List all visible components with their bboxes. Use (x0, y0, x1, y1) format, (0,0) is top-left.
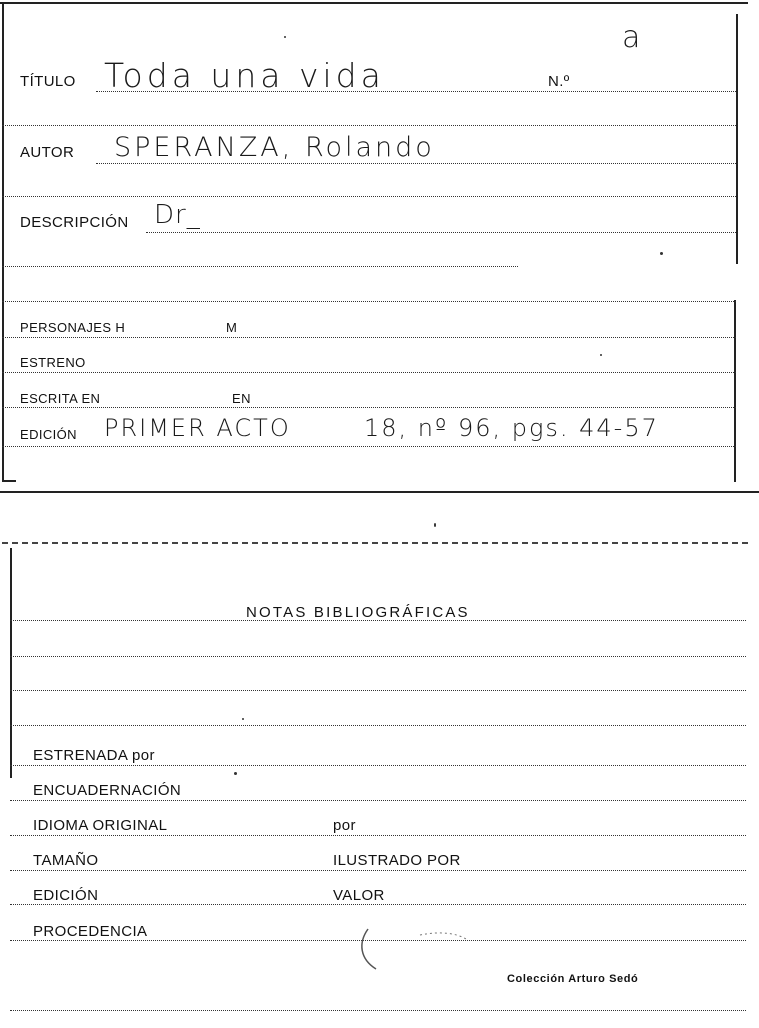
por-label: por (333, 817, 356, 834)
encuadernacion-label: ENCUADERNACIÓN (33, 782, 182, 799)
personajes-label: PERSONAJES H (20, 320, 126, 335)
speck (434, 523, 436, 527)
autor-value: SPERANZA, Rolando (114, 132, 435, 163)
escrita-line (2, 407, 736, 408)
catalog-card-front (0, 0, 759, 495)
titulo-value: Toda una vida (104, 56, 385, 95)
notas-bibliograficas-title: NOTAS BIBLIOGRÁFICAS (246, 604, 470, 621)
edicion-label: EDICIÓN (20, 427, 77, 442)
card-bottom-corner (2, 480, 16, 482)
tamano-label: TAMAÑO (33, 852, 99, 869)
edicion-back-label: EDICIÓN (33, 887, 99, 904)
catalog-card-back (0, 540, 759, 1028)
idioma-line (10, 835, 746, 836)
blank-line-3 (2, 266, 518, 267)
speck (234, 772, 237, 775)
blank-line-4 (2, 301, 736, 302)
edicion-line (2, 446, 736, 447)
descripcion-value: Dr_ (154, 200, 201, 230)
valor-label: VALOR (333, 887, 385, 904)
stamp-mark (350, 925, 470, 975)
edicion-value-2: 18, nº 96, pgs. 44-57 (364, 414, 659, 442)
escrita-label: ESCRITA EN (20, 391, 101, 406)
titulo-label: TÍTULO (20, 73, 76, 90)
numero-label: N.º (548, 73, 570, 90)
edicion-back-line (10, 904, 746, 905)
ilustrado-label: ILUSTRADO POR (333, 852, 461, 869)
corner-mark: a (622, 20, 641, 55)
notes-line-4 (10, 725, 746, 726)
notes-line-3 (10, 690, 746, 691)
tamano-line (10, 870, 746, 871)
blank-line-2 (2, 196, 736, 197)
personajes-m-label: M (226, 320, 238, 335)
personajes-line (2, 337, 736, 338)
card-bottom-border (0, 491, 759, 493)
speck (284, 36, 286, 38)
card-right-border-lower (734, 300, 736, 482)
speck (600, 354, 602, 356)
estrenada-label: ESTRENADA por (33, 747, 155, 764)
notes-line-1 (10, 620, 746, 621)
card-top-border (0, 2, 748, 4)
coleccion-footer: Colección Arturo Sedó (507, 973, 639, 985)
estreno-line (2, 372, 736, 373)
autor-line (96, 163, 736, 164)
card-right-border (736, 14, 738, 264)
estreno-label: ESTRENO (20, 355, 86, 370)
blank-line-1 (2, 125, 736, 126)
descripcion-label: DESCRIPCIÓN (20, 214, 129, 231)
procedencia-label: PROCEDENCIA (33, 923, 148, 940)
encuadernacion-line (10, 800, 746, 801)
notes-line-2 (10, 656, 746, 657)
speck (242, 718, 244, 720)
back-left-border (10, 548, 12, 778)
estrenada-line (10, 765, 746, 766)
speck (660, 252, 663, 255)
card-left-border (2, 2, 4, 480)
escrita-en-label: EN (232, 391, 251, 406)
edicion-value: PRIMER ACTO (104, 414, 291, 442)
descripcion-line (146, 232, 736, 233)
back-top-edge (2, 542, 748, 544)
idioma-label: IDIOMA ORIGINAL (33, 817, 168, 834)
autor-label: AUTOR (20, 144, 75, 161)
bottom-line (10, 1010, 746, 1011)
